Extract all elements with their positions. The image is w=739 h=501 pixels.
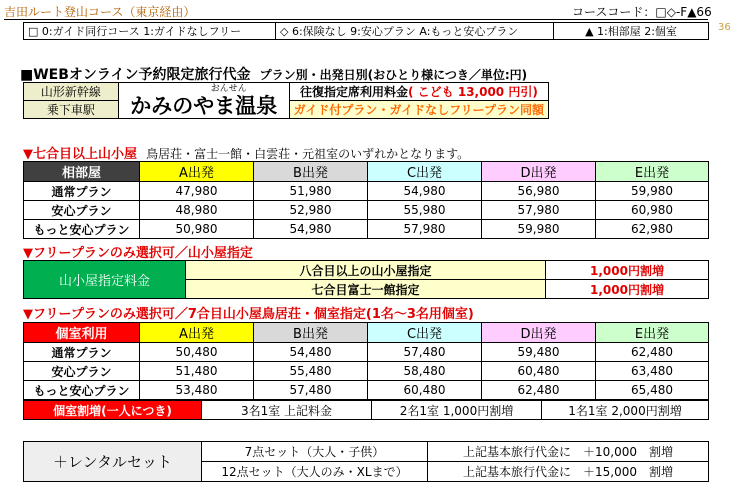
price-cell: 50,980 <box>140 220 254 239</box>
price-cell: 57,980 <box>482 201 596 220</box>
col-c-header: C出発 <box>368 323 482 343</box>
table-row <box>24 362 709 381</box>
course-code: コースコード：□◇-F▲66 <box>572 5 712 19</box>
price-cell: 54,980 <box>368 182 482 201</box>
plan-label: 安心プラン <box>24 362 140 381</box>
hut-designation-table <box>23 260 709 299</box>
price-cell: 65,480 <box>596 381 709 400</box>
section1-heading <box>23 143 469 162</box>
page-number: 36 <box>718 22 731 33</box>
private-room-header: 個室利用 <box>24 323 140 343</box>
table-row <box>24 343 709 362</box>
surcharge-value: 3名1室 上記料金 <box>202 401 372 420</box>
rental-name: 12点セット（大人のみ・XLまで） <box>202 462 428 482</box>
surcharge-value: 2名1室 1,000円割増 <box>372 401 542 420</box>
col-a-header: A出発 <box>140 162 254 182</box>
price-cell: 56,980 <box>482 182 596 201</box>
price-cell: 58,480 <box>368 362 482 381</box>
page-title-sub: プラン別・出発日別(おひとり様につき／単位:円) <box>259 68 528 82</box>
legend-guide: □ 0:ガイド同行コース 1:ガイドなしフリー <box>24 23 276 40</box>
seat-fee-label: 往復指定席利用料金 <box>299 85 408 99</box>
same-price-note: ガイド付プラン・ガイドなしフリープラン同額 <box>289 101 548 119</box>
plan-label: 通常プラン <box>24 343 140 362</box>
price-cell: 51,480 <box>140 362 254 381</box>
price-cell: 50,480 <box>140 343 254 362</box>
seat-fee-cell <box>289 83 548 101</box>
hut-fee: 1,000円割増 <box>546 261 709 280</box>
price-cell: 57,480 <box>254 381 368 400</box>
private-room-price-table <box>23 322 709 400</box>
hut-fee-label: 山小屋指定料金 <box>24 261 186 299</box>
station-label: 乗下車駅 <box>24 101 119 119</box>
private-surcharge-table <box>23 400 709 420</box>
col-c-header: C出発 <box>368 162 482 182</box>
plan-label: 安心プラン <box>24 201 140 220</box>
rental-set-label: ＋レンタルセット <box>24 442 202 482</box>
rental-name: 7点セット（大人・子供） <box>202 442 428 462</box>
col-e-header: E出発 <box>596 323 709 343</box>
price-cell: 55,480 <box>254 362 368 381</box>
surcharge-value: 1名1室 2,000円割増 <box>542 401 709 420</box>
shinkansen-line: 山形新幹線 <box>24 83 119 101</box>
price-cell: 59,980 <box>482 220 596 239</box>
table-row <box>24 182 709 201</box>
price-cell: 59,480 <box>482 343 596 362</box>
price-cell: 63,480 <box>596 362 709 381</box>
section2-heading: ▼フリープランのみ選択可／山小屋指定 <box>23 246 253 261</box>
price-cell: 62,980 <box>596 220 709 239</box>
price-cell: 51,980 <box>254 182 368 201</box>
price-cell: 60,980 <box>596 201 709 220</box>
price-cell: 57,480 <box>368 343 482 362</box>
price-cell: 48,980 <box>140 201 254 220</box>
table-row <box>24 220 709 239</box>
top-rule <box>4 19 708 20</box>
price-cell: 52,980 <box>254 201 368 220</box>
hut-name: 七合目富士一館指定 <box>186 280 546 299</box>
price-cell: 55,980 <box>368 201 482 220</box>
col-a-header: A出発 <box>140 323 254 343</box>
seat-fee-value: ( こども 13,000 円引) <box>408 85 538 99</box>
station-table <box>23 82 549 119</box>
plan-label: もっと安心プラン <box>24 220 140 239</box>
rental-set-table <box>23 441 709 482</box>
plan-label: 通常プラン <box>24 182 140 201</box>
surcharge-label: 個室割増(一人につき) <box>24 401 202 420</box>
table-row <box>24 201 709 220</box>
rental-price: 上記基本旅行代金に ＋15,000 割増 <box>428 462 709 482</box>
price-cell: 62,480 <box>482 381 596 400</box>
page-title-main: ■WEBオンライン予約限定旅行代金 <box>20 67 251 83</box>
col-e-header: E出発 <box>596 162 709 182</box>
destination-cell <box>118 83 289 119</box>
col-d-header: D出発 <box>482 323 596 343</box>
col-b-header: B出発 <box>254 162 368 182</box>
destination-name: かみのやま温泉 <box>130 94 278 118</box>
legend-table <box>23 22 709 40</box>
price-cell: 59,980 <box>596 182 709 201</box>
page-title <box>20 64 527 84</box>
hut-fee: 1,000円割増 <box>546 280 709 299</box>
route-title: 吉田ルート登山コース（東京経由） <box>4 5 196 19</box>
price-cell: 54,480 <box>254 343 368 362</box>
price-cell: 60,480 <box>368 381 482 400</box>
table-row <box>24 381 709 400</box>
plan-label: もっと安心プラン <box>24 381 140 400</box>
price-cell: 53,480 <box>140 381 254 400</box>
col-b-header: B出発 <box>254 323 368 343</box>
legend-room: ▲ 1:相部屋 2:個室 <box>554 23 709 40</box>
price-cell: 54,980 <box>254 220 368 239</box>
section1-note: 鳥居荘・富士一館・白雲荘・元祖室のいずれかとなります。 <box>146 147 470 161</box>
price-cell: 60,480 <box>482 362 596 381</box>
rental-price: 上記基本旅行代金に ＋10,000 割増 <box>428 442 709 462</box>
price-cell: 62,480 <box>596 343 709 362</box>
destination-ruby: おんせん <box>210 84 247 94</box>
price-cell: 57,980 <box>368 220 482 239</box>
section1-title: ▼七合目以上山小屋 <box>23 147 137 162</box>
legend-plan: ◇ 6:保険なし 9:安心プラン A:もっと安心プラン <box>276 23 554 40</box>
col-d-header: D出発 <box>482 162 596 182</box>
shared-room-price-table <box>23 161 709 239</box>
price-cell: 47,980 <box>140 182 254 201</box>
section3-heading: ▼フリープランのみ選択可／7合目山小屋鳥居荘・個室指定(1名～3名用個室) <box>23 307 474 322</box>
shared-room-header: 相部屋 <box>24 162 140 182</box>
hut-name: 八合目以上の山小屋指定 <box>186 261 546 280</box>
